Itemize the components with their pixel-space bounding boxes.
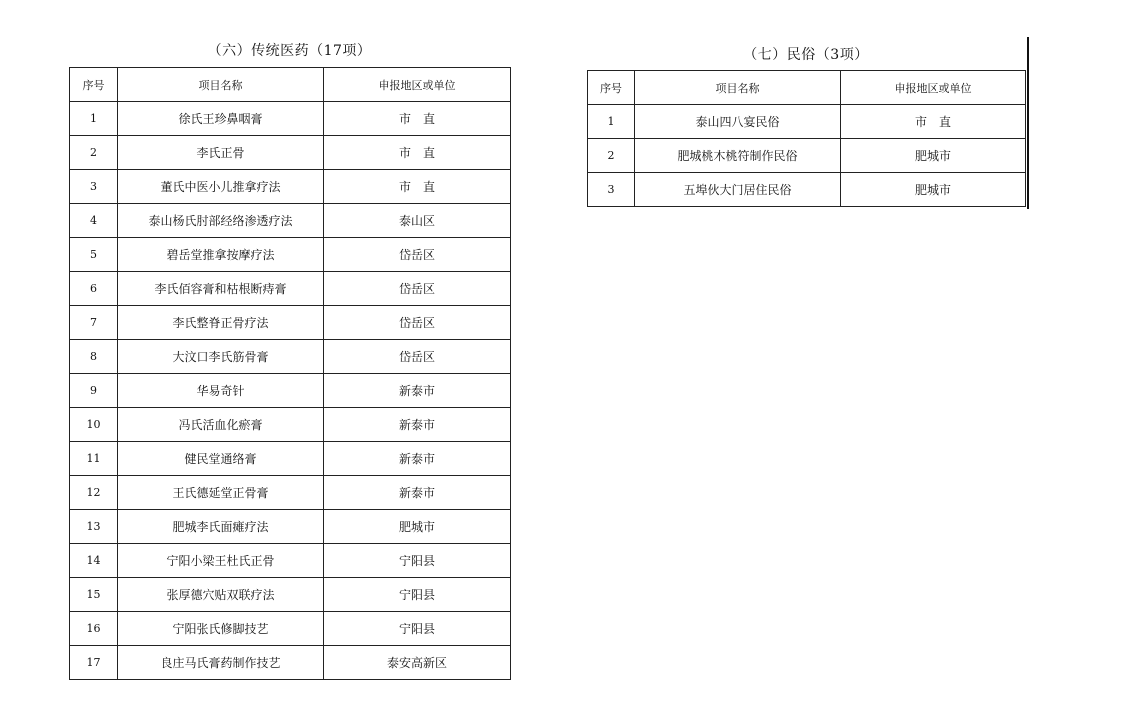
row-name-cell: 冯氏活血化瘀膏 <box>118 408 324 442</box>
header-region: 申报地区或单位 <box>324 68 511 102</box>
row-region-cell: 宁阳县 <box>324 612 511 646</box>
row-seq-cell: 6 <box>70 272 118 306</box>
row-name-cell: 董氏中医小儿推拿疗法 <box>118 170 324 204</box>
row-region-cell: 新泰市 <box>324 374 511 408</box>
table-row <box>588 173 1026 207</box>
row-region-cell: 新泰市 <box>324 442 511 476</box>
table-row <box>70 408 511 442</box>
row-region-cell: 市 直 <box>841 105 1026 139</box>
table-row <box>70 238 511 272</box>
row-seq-cell: 7 <box>70 306 118 340</box>
row-seq-cell: 12 <box>70 476 118 510</box>
table-row <box>70 204 511 238</box>
table-row <box>70 612 511 646</box>
header-name: 项目名称 <box>635 71 841 105</box>
row-region-cell: 岱岳区 <box>324 306 511 340</box>
table-row <box>70 374 511 408</box>
row-name-cell: 徐氏王珍鼻咽膏 <box>118 102 324 136</box>
row-name-cell: 张厚德穴贴双联疗法 <box>118 578 324 612</box>
row-name-cell: 大汶口李氏筋骨膏 <box>118 340 324 374</box>
row-seq-cell: 2 <box>70 136 118 170</box>
table-header-row <box>588 71 1026 105</box>
table-row <box>70 136 511 170</box>
row-name-cell: 宁阳小梁王杜氏正骨 <box>118 544 324 578</box>
medicine-table <box>69 67 511 680</box>
table-row <box>70 544 511 578</box>
folklore-table-body <box>588 105 1026 207</box>
table-header-row <box>70 68 511 102</box>
header-seq: 序号 <box>70 68 118 102</box>
row-name-cell: 李氏正骨 <box>118 136 324 170</box>
row-name-cell: 碧岳堂推拿按摩疗法 <box>118 238 324 272</box>
table-row <box>588 105 1026 139</box>
page-edge-divider <box>1027 37 1029 209</box>
row-region-cell: 新泰市 <box>324 408 511 442</box>
row-region-cell: 宁阳县 <box>324 544 511 578</box>
row-seq-cell: 1 <box>70 102 118 136</box>
row-seq-cell: 10 <box>70 408 118 442</box>
row-region-cell: 肥城市 <box>324 510 511 544</box>
header-name: 项目名称 <box>118 68 324 102</box>
table-row <box>70 442 511 476</box>
row-name-cell: 宁阳张氏修脚技艺 <box>118 612 324 646</box>
row-region-cell: 岱岳区 <box>324 272 511 306</box>
table-row <box>70 578 511 612</box>
row-name-cell: 泰山四八宴民俗 <box>635 105 841 139</box>
row-seq-cell: 1 <box>588 105 635 139</box>
row-seq-cell: 9 <box>70 374 118 408</box>
header-region: 申报地区或单位 <box>841 71 1026 105</box>
row-region-cell: 岱岳区 <box>324 340 511 374</box>
row-region-cell: 市 直 <box>324 102 511 136</box>
row-seq-cell: 17 <box>70 646 118 680</box>
table-row <box>70 102 511 136</box>
medicine-table-body <box>70 102 511 680</box>
row-region-cell: 肥城市 <box>841 173 1026 207</box>
row-region-cell: 市 直 <box>324 136 511 170</box>
table-row <box>70 170 511 204</box>
row-region-cell: 泰山区 <box>324 204 511 238</box>
row-name-cell: 五埠伙大门居住民俗 <box>635 173 841 207</box>
row-seq-cell: 16 <box>70 612 118 646</box>
row-seq-cell: 14 <box>70 544 118 578</box>
row-seq-cell: 3 <box>70 170 118 204</box>
row-seq-cell: 11 <box>70 442 118 476</box>
section7-title: （七）民俗（3项） <box>743 47 869 63</box>
row-name-cell: 李氏佰容膏和枯根断痔膏 <box>118 272 324 306</box>
row-name-cell: 泰山杨氏肘部经络渗透疗法 <box>118 204 324 238</box>
row-seq-cell: 4 <box>70 204 118 238</box>
row-seq-cell: 8 <box>70 340 118 374</box>
table-row <box>70 476 511 510</box>
table-row <box>70 646 511 680</box>
row-region-cell: 泰安高新区 <box>324 646 511 680</box>
row-name-cell: 李氏整脊正骨疗法 <box>118 306 324 340</box>
table-row <box>70 272 511 306</box>
header-seq: 序号 <box>588 71 635 105</box>
row-region-cell: 肥城市 <box>841 139 1026 173</box>
row-region-cell: 岱岳区 <box>324 238 511 272</box>
row-seq-cell: 3 <box>588 173 635 207</box>
section6-title: （六）传统医药（17项） <box>207 43 372 59</box>
row-name-cell: 健民堂通络膏 <box>118 442 324 476</box>
row-name-cell: 良庄马氏膏药制作技艺 <box>118 646 324 680</box>
table-row <box>70 306 511 340</box>
row-name-cell: 华易奇针 <box>118 374 324 408</box>
row-name-cell: 肥城李氏面瘫疗法 <box>118 510 324 544</box>
row-region-cell: 市 直 <box>324 170 511 204</box>
row-seq-cell: 15 <box>70 578 118 612</box>
row-name-cell: 王氏德延堂正骨膏 <box>118 476 324 510</box>
table-row <box>588 139 1026 173</box>
folklore-table <box>587 70 1026 207</box>
table-row <box>70 510 511 544</box>
row-region-cell: 新泰市 <box>324 476 511 510</box>
row-seq-cell: 2 <box>588 139 635 173</box>
row-seq-cell: 13 <box>70 510 118 544</box>
table-row <box>70 340 511 374</box>
row-seq-cell: 5 <box>70 238 118 272</box>
row-name-cell: 肥城桃木桃符制作民俗 <box>635 139 841 173</box>
row-region-cell: 宁阳县 <box>324 578 511 612</box>
